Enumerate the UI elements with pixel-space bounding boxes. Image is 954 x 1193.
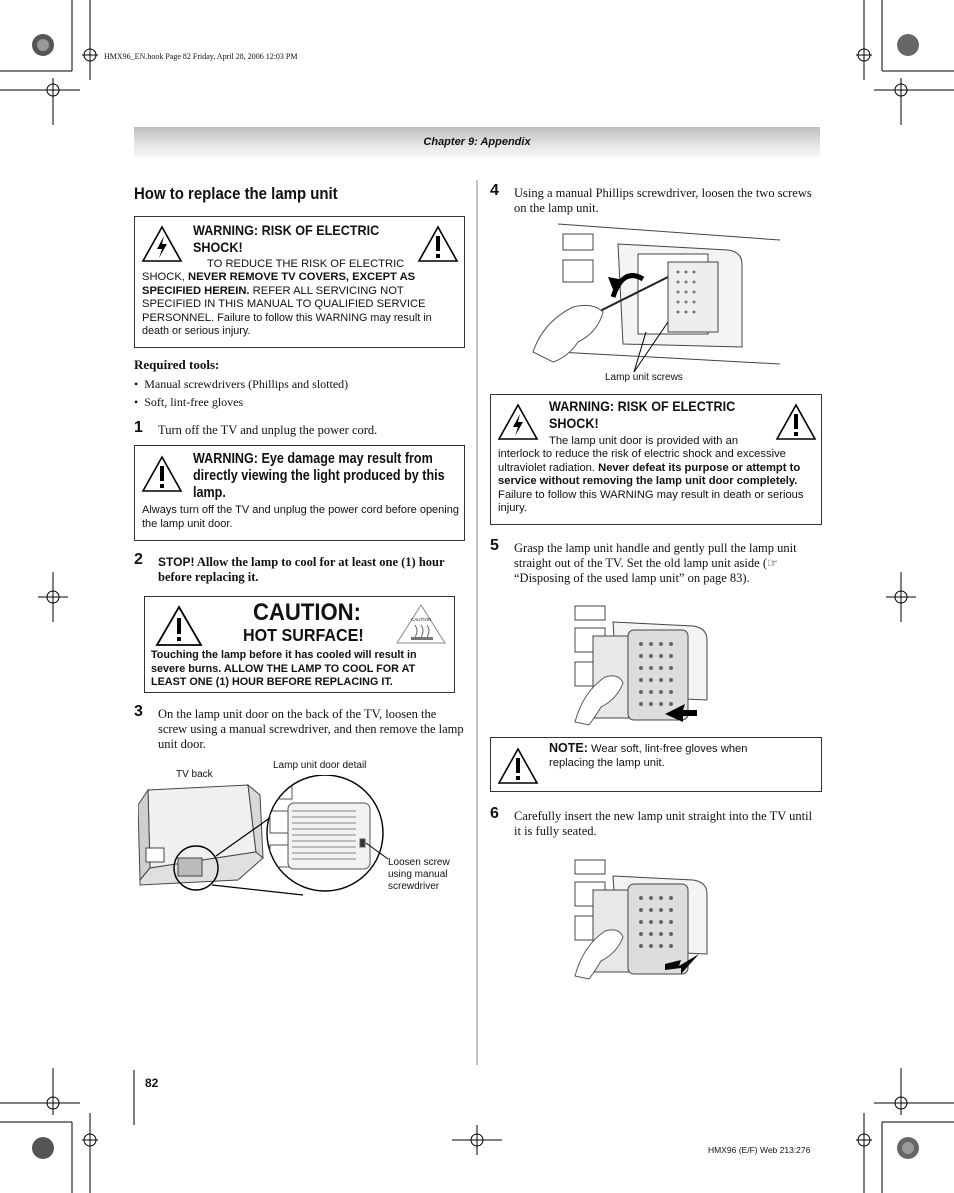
caution-icon-label: CAUTION <box>411 617 432 622</box>
step-number: 1 <box>134 419 143 436</box>
step-text: Using a manual Phillips screwdriver, loosen the two screws on the lamp unit. <box>514 186 812 215</box>
warning-body: Always turn off the TV and unplug the power cord before opening the lamp unit door. <box>142 504 459 530</box>
stop-label: STOP! <box>158 555 195 569</box>
fig-label-door-detail: Lamp unit door detail <box>273 760 367 771</box>
exclamation-icon <box>141 455 183 493</box>
lamp-screws-illustration <box>528 222 780 372</box>
hot-surface-icon <box>395 603 447 645</box>
warning-interlock-box <box>490 394 822 525</box>
warning-body: interlock to reduce the risk of electric shock and excessive ultraviolet radiation. Never defeat its purpose or attempt to service without removing the lamp unit door completely. Failure to follow this WARNING may result in death or serious injury. <box>498 448 804 514</box>
tool-item: • Manual screwdrivers (Phillips and slotted) <box>134 377 349 391</box>
step-number: 2 <box>134 551 143 568</box>
step-number: 5 <box>490 537 499 554</box>
caution-title: CAUTION: <box>253 599 361 626</box>
warning-bold: Never defeat its purpose or attempt to service without removing the lamp unit door completely. <box>498 461 801 487</box>
footer-code: HMX96 (E/F) Web 213:276 <box>708 1145 811 1155</box>
step-text: Carefully insert the new lamp unit straight into the TV until it is fully seated. <box>514 809 813 838</box>
warning-shock-lead: SHOCK, <box>142 271 185 283</box>
note-box <box>490 737 822 792</box>
warning-title: WARNING: Eye damage may result from directly viewing the light produced by this lamp. <box>193 451 445 501</box>
note-label: NOTE: <box>549 741 588 755</box>
lamp-door-detail-illustration <box>260 775 390 895</box>
lightning-icon <box>141 225 183 263</box>
warning-electric-shock-box <box>134 216 465 348</box>
exclamation-icon <box>155 605 203 647</box>
warning-line1: TO REDUCE THE RISK OF ELECTRIC <box>207 258 405 270</box>
caution-body: Touching the lamp before it has cooled will result in severe burns. ALLOW THE LAMP TO COOL FOR AT LEAST ONE (1) HOUR BEFORE REPLACING IT. <box>151 649 417 688</box>
tool-item: • Soft, lint-free gloves <box>134 395 244 409</box>
exclamation-icon <box>417 225 459 263</box>
step-text: STOP! Allow the lamp to cool for at least one (1) hour before replacing it. <box>158 555 445 584</box>
warning-title: WARNING: RISK OF ELECTRIC SHOCK! <box>193 222 380 255</box>
step-number: 4 <box>490 182 499 199</box>
note-text: NOTE: Wear soft, lint-free gloves when replacing the lamp unit. <box>549 741 748 769</box>
step-text: Turn off the TV and unplug the power cord. <box>158 423 378 437</box>
page-number: 82 <box>145 1076 159 1090</box>
fig-label-loosen-screw: Loosen screw using manual screwdriver <box>388 857 450 892</box>
step-text: On the lamp unit door on the back of the TV, loosen the screw using a manual screwdriver, and then remove the lamp unit door. <box>158 707 464 751</box>
required-tools-heading: Required tools: <box>134 357 220 372</box>
warning-body <box>142 271 460 339</box>
exclamation-icon <box>775 403 817 441</box>
step-number: 6 <box>490 805 499 822</box>
pull-lamp-illustration <box>573 592 733 730</box>
lightning-icon <box>497 403 539 441</box>
file-stamp: HMX96_EN.book Page 82 Friday, April 28, 2006 12:03 PM <box>104 52 298 61</box>
warning-rest1: REFER ALL SERVICING NOT SPECIFIED IN THIS MANUAL TO QUALIFIED SERVICE PERSONNEL. <box>142 284 426 324</box>
warning-title: WARNING: RISK OF ELECTRIC SHOCK! <box>549 398 736 431</box>
fig-label-lamp-screws: Lamp unit screws <box>605 372 683 383</box>
warning-bold: NEVER REMOVE TV COVERS, EXCEPT AS SPECIFIED HEREIN. <box>142 271 416 297</box>
caution-subtitle: HOT SURFACE! <box>243 625 364 645</box>
section-title: How to replace the lamp unit <box>134 184 338 203</box>
step-number: 3 <box>134 703 143 720</box>
chapter-header <box>134 127 820 157</box>
exclamation-icon <box>497 747 539 785</box>
caution-hot-surface-box <box>144 596 455 693</box>
warning-rest2: Failure to follow this WARNING may result in death or serious injury. <box>142 311 432 337</box>
warning-line1: The lamp unit door is provided with an <box>549 435 739 447</box>
insert-lamp-illustration <box>573 846 733 984</box>
fig-label-tv-back: TV back <box>176 769 213 780</box>
chapter-title: Chapter 9: Appendix <box>423 136 531 148</box>
warning-eye-damage-box <box>134 445 465 541</box>
page-reference: (☞ “Disposing of the used lamp unit” on page 83). <box>514 556 779 585</box>
step-text: Grasp the lamp unit handle and gently pull the lamp unit straight out of the TV. Set the old lamp unit aside (☞ “Disposing of the used lamp unit” on page 83). <box>514 541 797 585</box>
